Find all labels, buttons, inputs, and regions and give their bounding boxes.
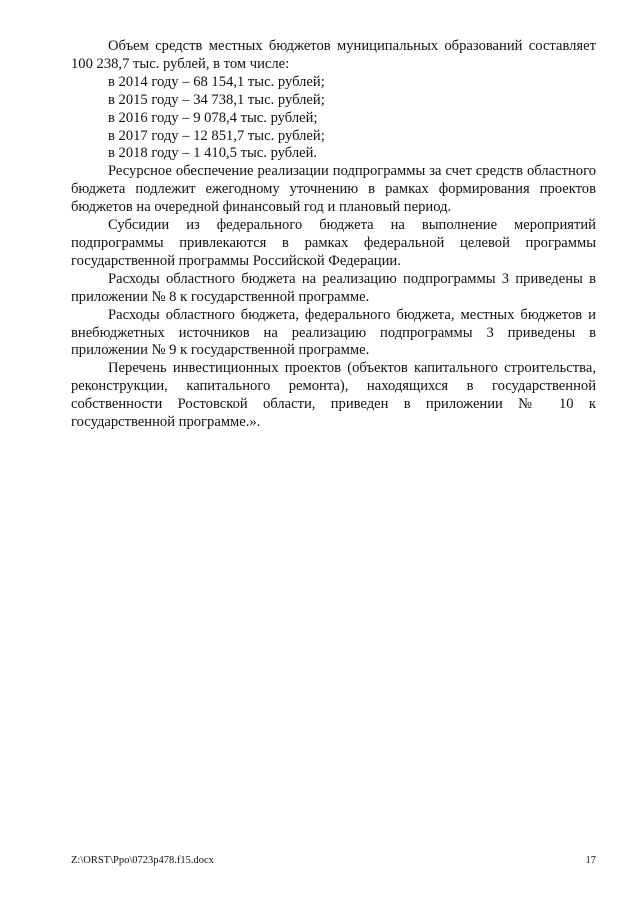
list-item-2016: в 2016 году – 9 078,4 тыс. рублей; — [108, 109, 318, 126]
paragraph-local-budgets: Объем средств местных бюджетов муниципальных образований составляет 100 238,7 тыс. рублей, в том числе: — [71, 38, 596, 72]
list-item-2015: в 2015 году – 34 738,1 тыс. рублей; — [108, 91, 325, 108]
paragraph-federal-subsidies: Субсидии из федерального бюджета на выполнение мероприятий подпрограммы привлекаются в рамках федеральной целевой программы государственной программы Российской Федерации. — [71, 217, 596, 269]
paragraph-resource-provision: Ресурсное обеспечение реализации подпрограммы за счет средств областного бюджета подлежит ежегодному уточнению в рамках формирования проектов бюджетов на очередной финансовый год и плановый период. — [71, 163, 596, 216]
footer-page-number: 17 — [585, 855, 596, 866]
paragraph-appendix-10: Перечень инвестиционных проектов (объектов капитального строительства, реконструкции, капитального ремонта), находящихся в государственной собственности Ростовской области, приведен в приложении № 10 к государственной программе.». — [71, 360, 596, 431]
paragraph-appendix-8: Расходы областного бюджета на реализацию подпрограммы 3 приведены в приложении № 8 к государственной программе. — [71, 270, 596, 305]
document-body — [71, 38, 596, 432]
footer-file-path: Z:\ORST\Ppo\0723p478.f15.docx — [71, 855, 214, 866]
list-item-2018: в 2018 году – 1 410,5 тыс. рублей. — [108, 145, 318, 162]
list-item-2017: в 2017 году – 12 851,7 тыс. рублей; — [108, 127, 325, 144]
list-item-2014: в 2014 году – 68 154,1 тыс. рублей; — [108, 73, 325, 90]
paragraph-appendix-9: Расходы областного бюджета, федерального бюджета, местных бюджетов и внебюджетных источников на реализацию подпрограммы 3 приведены в приложении № 9 к государственной программе. — [71, 306, 596, 359]
